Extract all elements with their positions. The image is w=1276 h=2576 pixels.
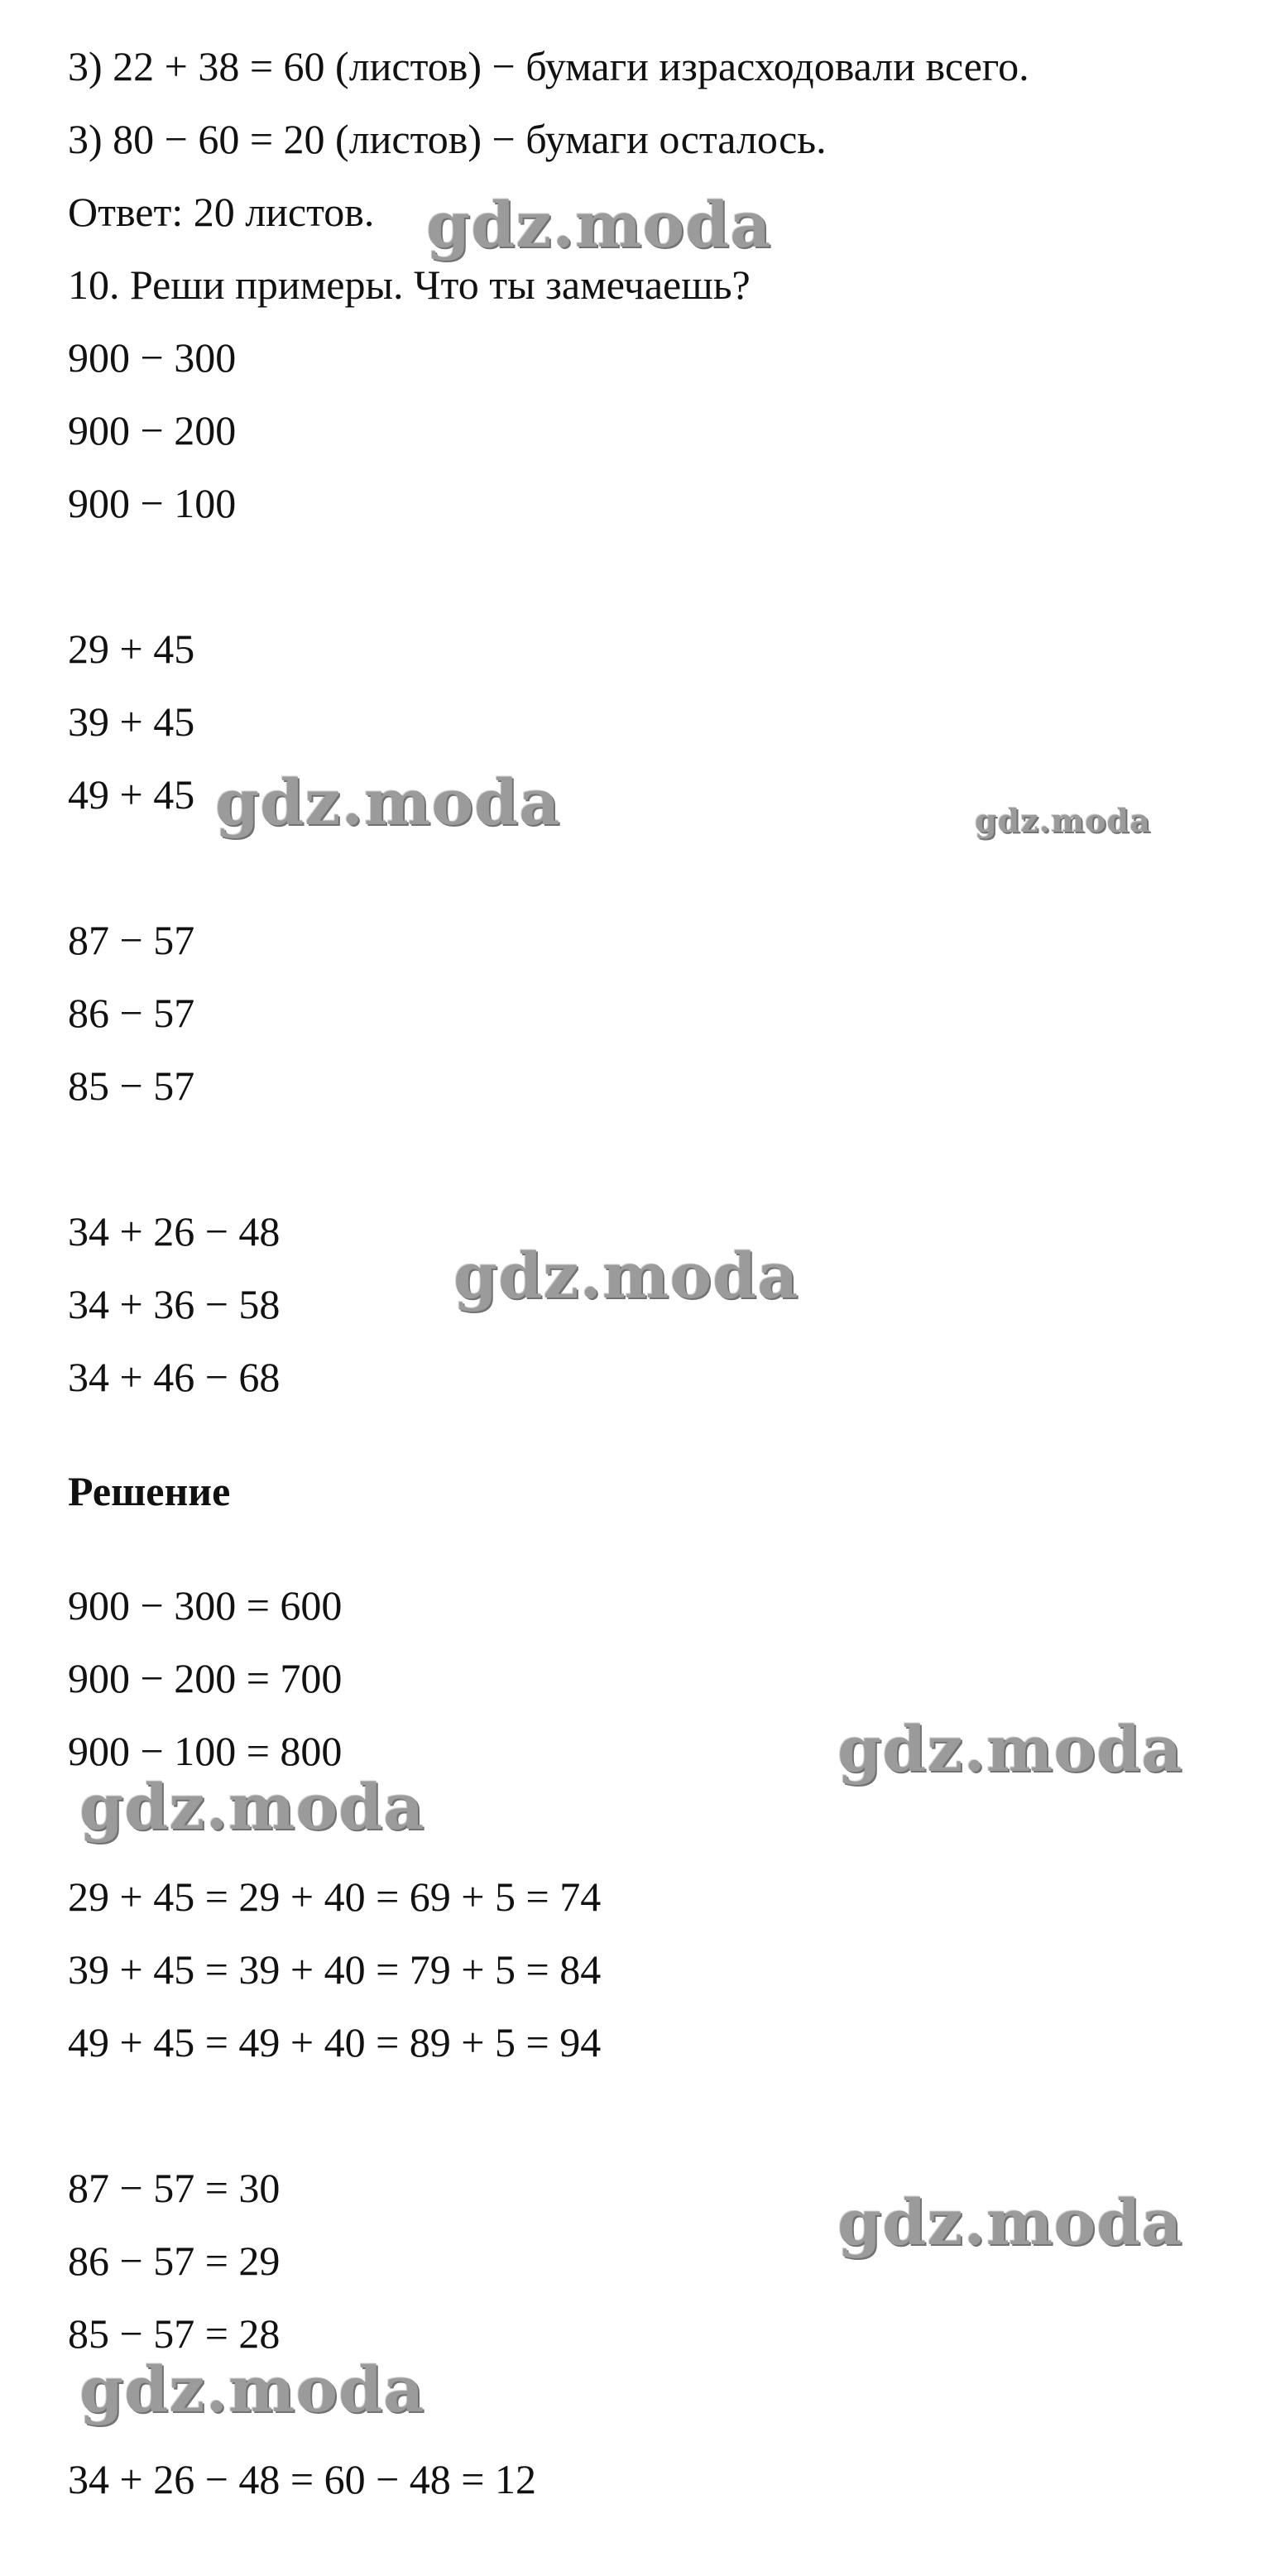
example-line: 34 + 46 − 68 xyxy=(68,1354,281,1400)
watermark: gdz.moda xyxy=(79,1770,425,1844)
answer-final: Ответ: 20 листов. xyxy=(68,189,375,235)
watermark: gdz.moda xyxy=(215,765,561,839)
example-line: 900 − 300 xyxy=(68,334,237,381)
solution-line: 34 + 26 − 48 = 60 − 48 = 12 xyxy=(68,2456,536,2502)
example-line: 86 − 57 xyxy=(68,990,195,1036)
example-line: 49 + 45 xyxy=(68,771,195,818)
watermark: gdz.moda xyxy=(837,1712,1183,1786)
solution-line: 900 − 200 = 700 xyxy=(68,1655,343,1701)
example-line: 85 − 57 xyxy=(68,1063,195,1109)
watermark: gdz.moda xyxy=(837,2185,1183,2259)
watermark: gdz.moda xyxy=(426,188,772,261)
solution-line: 900 − 300 = 600 xyxy=(68,1582,343,1629)
watermark: gdz.moda xyxy=(975,802,1151,839)
example-line: 34 + 26 − 48 xyxy=(68,1208,281,1254)
solution-line: 29 + 45 = 29 + 40 = 69 + 5 = 74 xyxy=(68,1873,602,1920)
solution-line: 49 + 45 = 49 + 40 = 89 + 5 = 94 xyxy=(68,2019,602,2065)
example-line: 39 + 45 xyxy=(68,698,195,745)
watermark: gdz.moda xyxy=(79,2353,425,2426)
example-line: 900 − 200 xyxy=(68,407,237,453)
solution-line: 87 − 57 = 30 xyxy=(68,2165,281,2211)
example-line: 34 + 36 − 58 xyxy=(68,1281,281,1327)
answer-line-1: 3) 22 + 38 = 60 (листов) − бумаги израсходовали всего. xyxy=(68,43,1029,89)
answer-line-2: 3) 80 − 60 = 20 (листов) − бумаги осталось. xyxy=(68,116,827,162)
solution-line: 86 − 57 = 29 xyxy=(68,2238,281,2284)
example-line: 900 − 100 xyxy=(68,480,237,526)
example-line: 29 + 45 xyxy=(68,626,195,672)
solution-line: 900 − 100 = 800 xyxy=(68,1728,343,1774)
watermark: gdz.moda xyxy=(453,1239,799,1312)
task-heading: 10. Реши примеры. Что ты замечаешь? xyxy=(68,261,751,308)
solution-heading: Решение xyxy=(68,1468,231,1514)
example-line: 87 − 57 xyxy=(68,917,195,963)
solution-line: 85 − 57 = 28 xyxy=(68,2310,281,2357)
solution-line: 39 + 45 = 39 + 40 = 79 + 5 = 84 xyxy=(68,1946,602,1993)
